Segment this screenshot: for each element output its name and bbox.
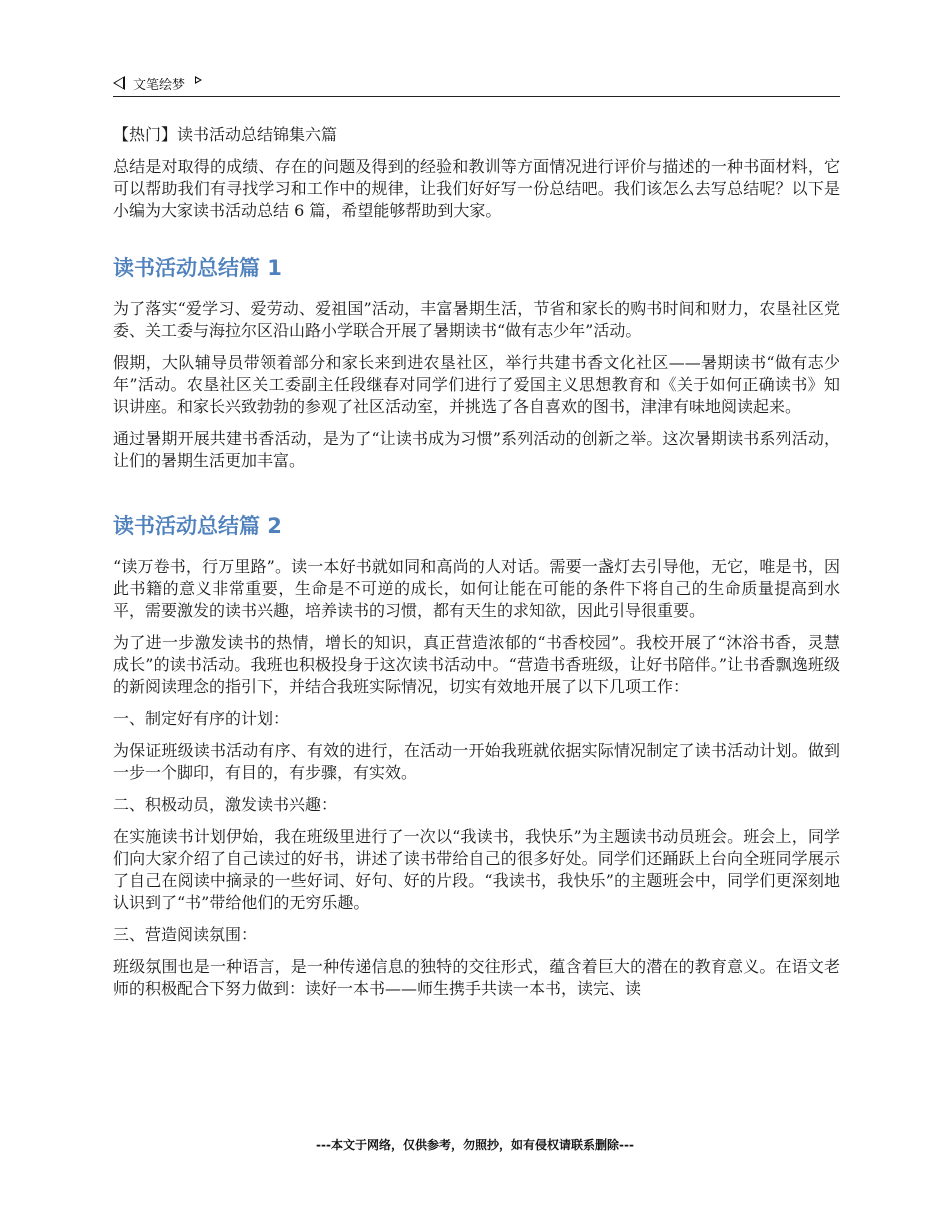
paragraph: 假期，大队辅导员带领着部分和家长来到进农垦社区，举行共建书香文化社区——暑期读书“做有志少年”活动。农垦社区关工委副主任段继春对同学们进行了爱国主义思想教育和《关于如何正确读书》知识讲座。和家长兴致勃勃的参观了社区活动室，并挑选了各自喜欢的图书，津津有味地阅读起来。 xyxy=(113,353,840,416)
paragraph: 为了进一步激发读书的热情，增长的知识，真正营造浓郁的“书香校园”。我校开展了“沐浴书香，灵慧成长”的读书活动。我班也积极投身于这次读书活动中。“营造书香班级，让好书陪伴。”让书香飘逸班级的新阅读理念的指引下，并结合我班实际情况，切实有效地开展了以下几项工作： xyxy=(113,633,840,696)
document-body xyxy=(113,124,840,1010)
list-heading: 三、营造阅读氛围： xyxy=(113,925,258,944)
document-title: 【热门】读书活动总结锦集六篇 xyxy=(113,125,338,144)
triangle-left-outline-icon xyxy=(113,76,125,90)
paragraph: 班级氛围也是一种语言，是一种传递信息的独特的交往形式，蕴含着巨大的潜在的教育意义。在语文老师的积极配合下努力做到：读好一本书——师生携手共读一本书，读完、读 xyxy=(113,957,840,998)
paragraph: “读万卷书，行万里路”。读一本好书就如同和高尚的人对话。需要一盏灯去引导他，无它，唯是书，因此书籍的意义非常重要，生命是不可逆的成长，如何让能在可能的条件下将自己的生命质量提高到水平，需要激发的读书兴趣，培养读书的习惯，都有天生的求知欲，因此引导很重要。 xyxy=(113,557,840,620)
paragraph: 在实施读书计划伊始，我在班级里进行了一次以“我读书，我快乐”为主题读书动员班会。班会上，同学们向大家介绍了自己读过的好书，讲述了读书带给自己的很多好处。同学们还踊跃上台向全班同学展示了自己在阅读中摘录的一些好词、好句、好的片段。“我读书，我快乐”的主题班会中，同学们更深刻地认识到了“书”带给他们的无穷乐趣。 xyxy=(113,827,840,912)
paragraph: 为保证班级读书活动有序、有效的进行，在活动一开始我班就依据实际情况制定了读书活动计划。做到一步一个脚印，有目的，有步骤，有实效。 xyxy=(113,741,840,782)
section-heading-1: 读书活动总结篇 1 xyxy=(113,256,282,280)
section-heading-2: 读书活动总结篇 2 xyxy=(113,514,282,538)
list-heading: 二、积极动员，激发读书兴趣： xyxy=(113,795,338,814)
paragraph: 通过暑期开展共建书香活动，是为了“让读书成为习惯”系列活动的创新之举。这次暑期读书系列活动，让们的暑期生活更加丰富。 xyxy=(113,429,840,470)
footer-notice: ---本文于网络，仅供参考，勿照抄，如有侵权请联系删除--- xyxy=(316,1138,634,1152)
page-header xyxy=(113,70,840,97)
triangle-right-outline-icon xyxy=(195,76,202,84)
paragraph: 为了落实“爱学习、爱劳动、爱祖国”活动，丰富暑期生活，节省和家长的购书时间和财力，农垦社区党委、关工委与海拉尔区沿山路小学联合开展了暑期读书“做有志少年”活动。 xyxy=(113,299,840,340)
list-heading: 一、制定好有序的计划： xyxy=(113,709,290,728)
header-label: 文笔绘梦 xyxy=(133,77,186,93)
intro-paragraph: 总结是对取得的成绩、存在的问题及得到的经验和教训等方面情况进行评价与描述的一种书面材料，它可以帮助我们有寻找学习和工作中的规律，让我们好好写一份总结吧。我们该怎么去写总结呢？以下是小编为大家读书活动总结 6 篇，希望能够帮助到大家。 xyxy=(113,157,840,220)
